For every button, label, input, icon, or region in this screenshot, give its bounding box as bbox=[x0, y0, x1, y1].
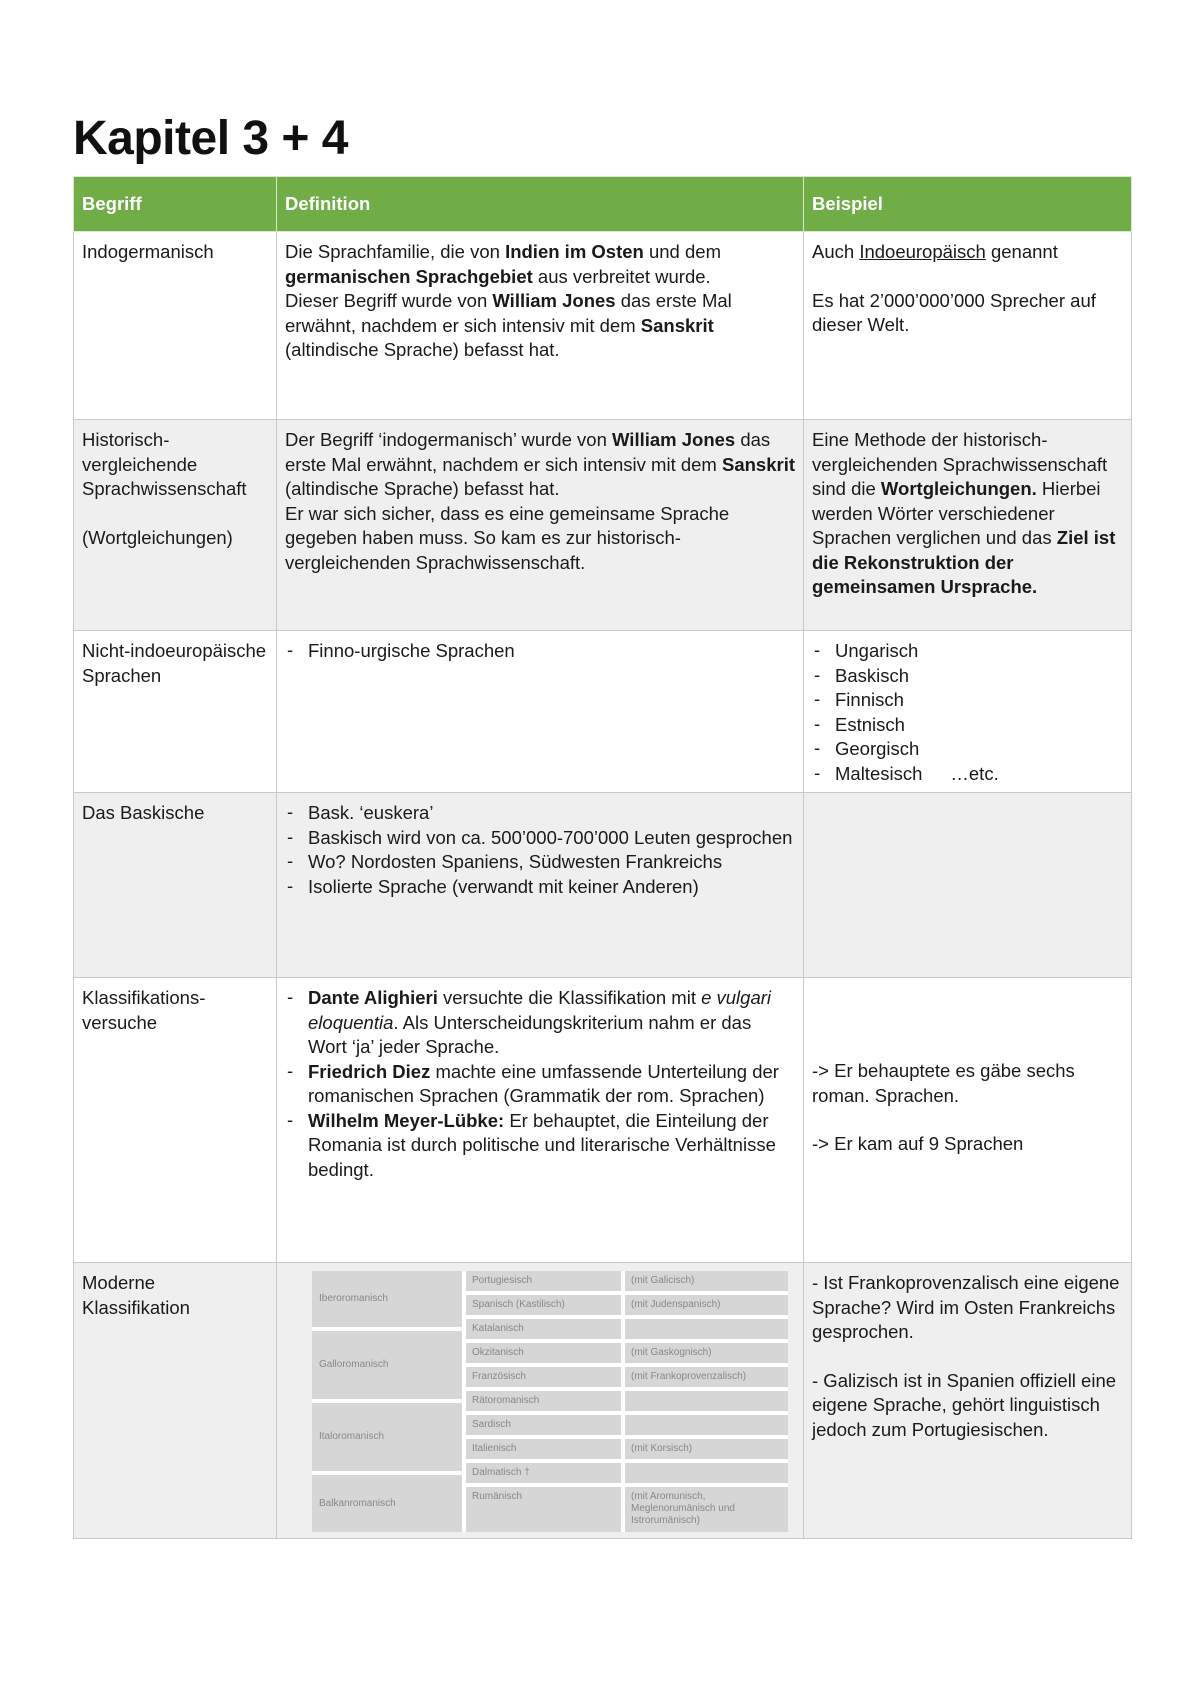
list-item: - Wo? Nordosten Spaniens, Südwesten Frankreichs bbox=[285, 850, 795, 875]
note-cell bbox=[625, 1415, 788, 1435]
definition-cell bbox=[277, 631, 804, 793]
note-cell bbox=[625, 1391, 788, 1411]
table-row bbox=[74, 793, 1132, 978]
example-cell: Eine Methode der historisch-vergleichenden Sprachwissenschaft sind die Wortgleichungen. Hierbei werden Wörter verschiedener Sprachen verglichen und das Ziel ist die Rekonstruktion der gemeinsamen Ursprache. bbox=[804, 420, 1132, 631]
language-cell: Okzitanisch bbox=[466, 1343, 621, 1363]
language-cell: Rumänisch bbox=[466, 1487, 621, 1532]
note-cell: (mit Galicisch) bbox=[625, 1271, 788, 1291]
page-title: Kapitel 3 + 4 bbox=[73, 112, 348, 165]
definition-cell: Der Begriff ‘indogermanisch’ wurde von William Jones das erste Mal erwähnt, nachdem er sich intensiv mit dem Sanskrit (altindische Sprache) befasst hat. Er war sich sicher, dass es eine gemeinsame Sprache gegeben haben muss. So kam es zur historisch-vergleichenden Sprachwissenschaft. bbox=[277, 420, 804, 631]
language-cell: Katalanisch bbox=[466, 1319, 621, 1339]
example-cell bbox=[804, 793, 1132, 978]
language-cell: Spanisch (Kastilisch) bbox=[466, 1295, 621, 1315]
example-cell: Auch Indoeuropäisch genannt Es hat 2’000’000’000 Sprecher auf dieser Welt. bbox=[804, 232, 1132, 420]
list-item: - Georgisch bbox=[812, 737, 1123, 762]
language-cell: Französisch bbox=[466, 1367, 621, 1387]
note-cell bbox=[625, 1319, 788, 1339]
list-item: - Bask. ‘euskera’ bbox=[285, 801, 795, 826]
group-label: Italoromanisch bbox=[312, 1403, 462, 1471]
list-item: - Baskisch bbox=[812, 664, 1123, 689]
definition-cell bbox=[277, 1263, 804, 1539]
note-cell: (mit Judenspanisch) bbox=[625, 1295, 788, 1315]
table-header-row bbox=[74, 177, 1132, 232]
definition-table bbox=[73, 176, 1132, 1539]
table-row bbox=[74, 978, 1132, 1263]
language-cell: Sardisch bbox=[466, 1415, 621, 1435]
list-item: - Dante Alighieri versuchte die Klassifikation mit e vulgari eloquentia. Als Unterscheidungskriterium nahm er das Wort ‘ja’ jeder Sprache. bbox=[285, 986, 795, 1060]
list-item: - Finnisch bbox=[812, 688, 1123, 713]
term-cell: Moderne Klassifikation bbox=[74, 1263, 277, 1539]
table-row bbox=[74, 1263, 1132, 1539]
classification-figure bbox=[312, 1271, 788, 1532]
list-item: - Ungarisch bbox=[812, 639, 1123, 664]
term-cell: Das Baskische bbox=[74, 793, 277, 978]
term-cell: Indogermanisch bbox=[74, 232, 277, 420]
list-item: - Wilhelm Meyer-Lübke: Er behauptet, die Einteilung der Romania ist durch politische und literarische Verhältnisse bedingt. bbox=[285, 1109, 795, 1183]
header-definition: Definition bbox=[277, 177, 804, 232]
term-cell: Historisch-vergleichende Sprachwissenschaft (Wortgleichungen) bbox=[74, 420, 277, 631]
term-cell: Nicht-indoeuropäische Sprachen bbox=[74, 631, 277, 793]
note-cell: (mit Korsisch) bbox=[625, 1439, 788, 1459]
example-cell: - Ist Frankoprovenzalisch eine eigene Sprache? Wird im Osten Frankreichs gesprochen. - Galizisch ist in Spanien offiziell eine eigene Sprache, gehört linguistisch jedoch zum Portugiesischen. bbox=[804, 1263, 1132, 1539]
definition-cell bbox=[277, 793, 804, 978]
list-item: - Maltesisch …etc. bbox=[812, 762, 1123, 787]
header-example: Beispiel bbox=[804, 177, 1132, 232]
list-item: - Estnisch bbox=[812, 713, 1123, 738]
list-item: - Friedrich Diez machte eine umfassende Unterteilung der romanischen Sprachen (Grammatik der rom. Sprachen) bbox=[285, 1060, 795, 1109]
language-cell: Rätoromanisch bbox=[466, 1391, 621, 1411]
group-label: Iberoromanisch bbox=[312, 1271, 462, 1327]
language-cell: Portugiesisch bbox=[466, 1271, 621, 1291]
group-label: Galloromanisch bbox=[312, 1331, 462, 1399]
language-cell: Dalmatisch † bbox=[466, 1463, 621, 1483]
list-item: - Finno-urgische Sprachen bbox=[285, 639, 795, 664]
note-cell: (mit Frankoprovenzalisch) bbox=[625, 1367, 788, 1387]
definition-cell bbox=[277, 978, 804, 1263]
header-term: Begriff bbox=[74, 177, 277, 232]
table-row bbox=[74, 631, 1132, 793]
term-cell: Klassifikations-versuche bbox=[74, 978, 277, 1263]
group-label: Balkanromanisch bbox=[312, 1475, 462, 1532]
table-row bbox=[74, 232, 1132, 420]
definition-cell: Die Sprachfamilie, die von Indien im Osten und dem germanischen Sprachgebiet aus verbreitet wurde. Dieser Begriff wurde von William Jones das erste Mal erwähnt, nachdem er sich intensiv mit dem Sanskrit (altindische Sprache) befasst hat. bbox=[277, 232, 804, 420]
language-cell: Italienisch bbox=[466, 1439, 621, 1459]
list-item: - Isolierte Sprache (verwandt mit keiner Anderen) bbox=[285, 875, 795, 900]
note-cell: (mit Aromunisch, Meglenorumänisch und Istrorumänisch) bbox=[625, 1487, 788, 1532]
note-cell bbox=[625, 1463, 788, 1483]
example-cell bbox=[804, 631, 1132, 793]
list-item: - Baskisch wird von ca. 500’000-700’000 Leuten gesprochen bbox=[285, 826, 795, 851]
table-row bbox=[74, 420, 1132, 631]
example-cell: -> Er behauptete es gäbe sechs roman. Sprachen. -> Er kam auf 9 Sprachen bbox=[804, 978, 1132, 1263]
note-cell: (mit Gaskognisch) bbox=[625, 1343, 788, 1363]
